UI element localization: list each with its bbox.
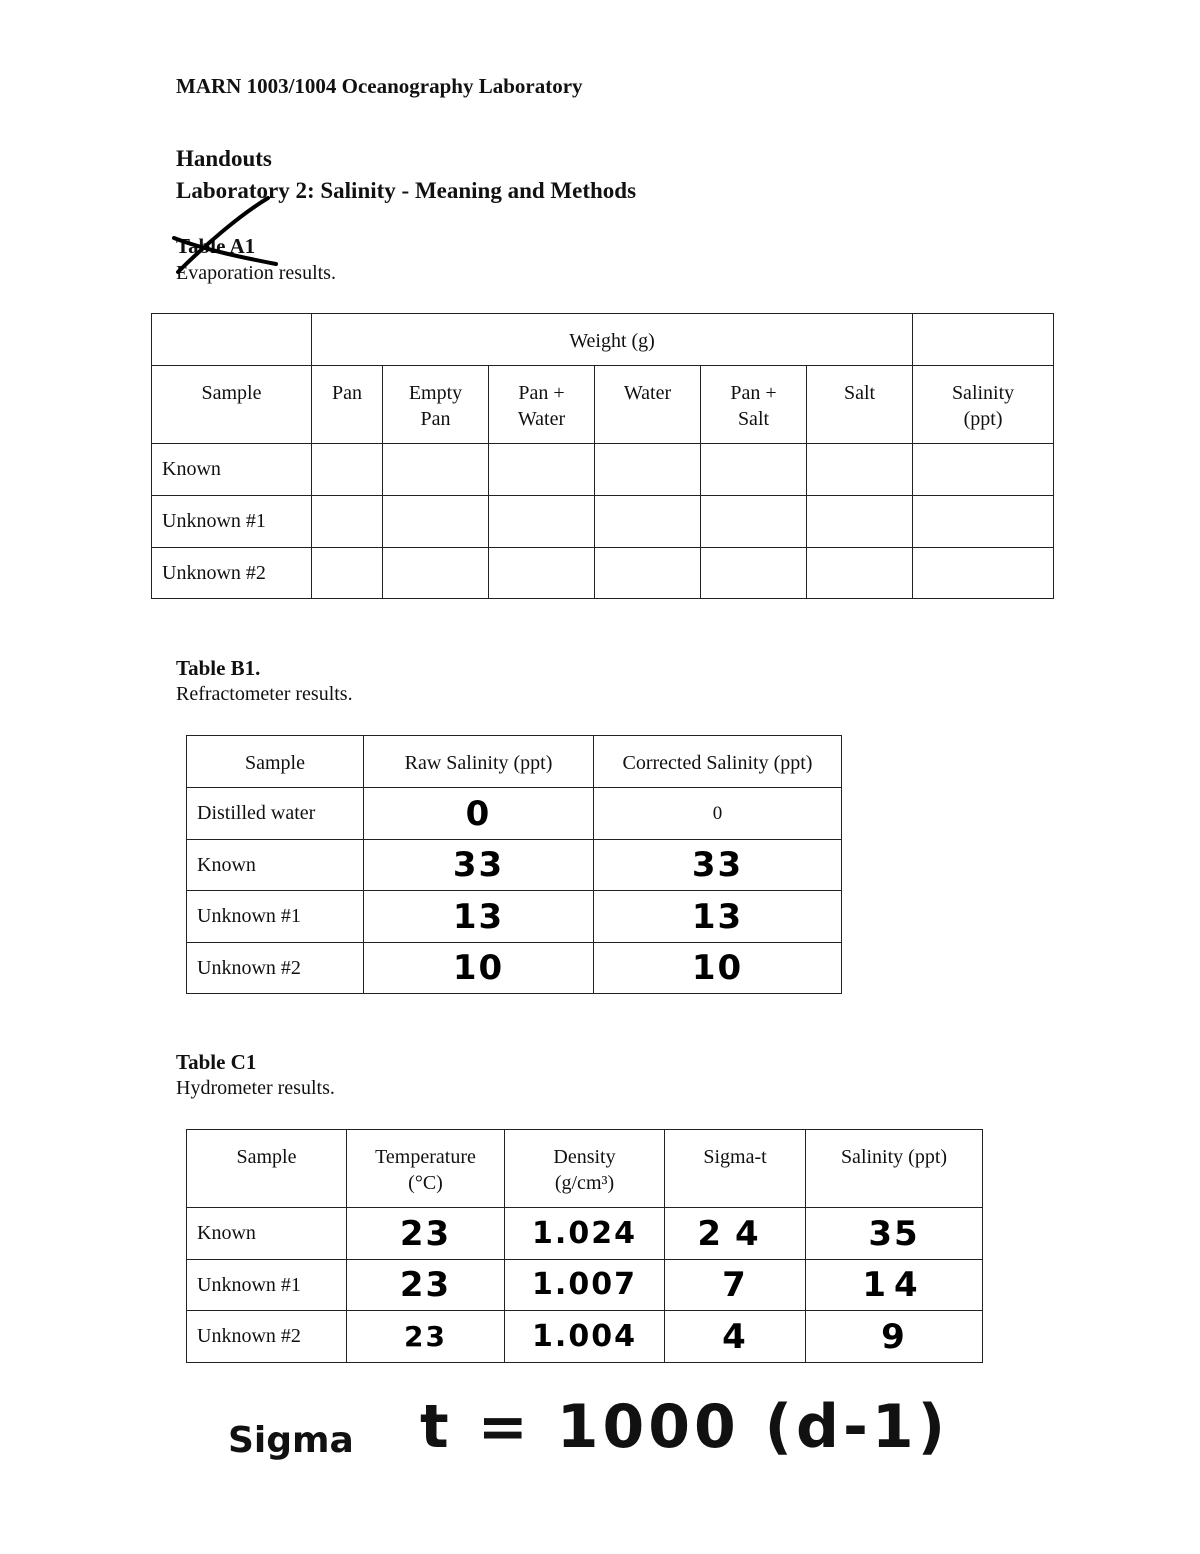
column-header xyxy=(152,366,312,444)
salinity-cell: 35 xyxy=(806,1208,983,1260)
salinity-cell: 9 xyxy=(806,1311,983,1363)
weight-group-header xyxy=(312,314,913,366)
hydrometer-table xyxy=(186,1129,983,1363)
column-header xyxy=(807,366,913,444)
temperature-cell: 23 xyxy=(347,1311,505,1363)
data-cell xyxy=(913,548,1054,599)
corrected-salinity-cell: 13 xyxy=(594,891,842,943)
column-header xyxy=(595,366,701,444)
table-row xyxy=(187,840,842,891)
column-header-text: Salinity (ppt) xyxy=(951,382,1015,430)
data-cell xyxy=(807,548,913,599)
evaporation-table xyxy=(151,313,1054,599)
temperature-cell: 23 xyxy=(347,1260,505,1311)
column-header-text: Temperature (°C) xyxy=(375,1146,476,1194)
raw-salinity-cell: 33 xyxy=(364,840,594,891)
table-row xyxy=(152,444,1054,496)
column-header xyxy=(187,736,364,788)
table-c1-label: Table C1 xyxy=(176,1050,257,1074)
raw-salinity-cell: 0 xyxy=(364,788,594,840)
table-row xyxy=(152,548,1054,599)
raw-salinity-cell: 10 xyxy=(364,943,594,994)
column-header-text: Sample xyxy=(201,382,262,404)
sigma-t-cell: 24 xyxy=(665,1208,806,1260)
data-cell xyxy=(312,444,383,496)
column-header-text: Sample xyxy=(245,752,305,774)
table-row xyxy=(187,788,842,840)
corrected-salinity-cell: 0 xyxy=(594,788,842,840)
table-a1-caption: Evaporation results. xyxy=(176,262,336,284)
column-header-text: Pan xyxy=(332,382,362,404)
column-header xyxy=(913,366,1054,444)
data-cell xyxy=(807,444,913,496)
lab-title: Laboratory 2: Salinity - Meaning and Methods xyxy=(176,178,637,203)
column-header-text: Salinity (ppt) xyxy=(840,1146,948,1168)
sample-cell: Unknown #2 xyxy=(187,1311,347,1363)
sample-cell: Known xyxy=(187,1208,347,1260)
column-header-text: Density (g/cm³) xyxy=(553,1146,616,1194)
sample-cell: Unknown #1 xyxy=(187,891,364,943)
data-cell xyxy=(913,496,1054,548)
column-header-text: Corrected Salinity (ppt) xyxy=(622,752,813,774)
column-header xyxy=(806,1130,983,1208)
section-heading: Handouts xyxy=(176,146,272,171)
column-header-text: Sample xyxy=(236,1146,297,1168)
table-b1-caption: Refractometer results. xyxy=(176,683,353,705)
density-cell: 1.004 xyxy=(505,1311,665,1363)
table-row xyxy=(187,1311,983,1363)
handwritten-formula: t = 1000 (d-1) xyxy=(420,1392,950,1462)
column-header-text: Water xyxy=(623,382,672,404)
data-cell xyxy=(383,496,489,548)
column-header xyxy=(312,366,383,444)
column-header xyxy=(701,366,807,444)
course-title: MARN 1003/1004 Oceanography Laboratory xyxy=(176,74,583,98)
sigma-t-cell: 4 xyxy=(665,1311,806,1363)
data-cell xyxy=(489,444,595,496)
sample-cell: Known xyxy=(152,444,312,496)
handwritten-sigma-label: Sigma xyxy=(228,1420,354,1461)
column-header xyxy=(594,736,842,788)
salinity-cell: 14 xyxy=(806,1260,983,1311)
table-row xyxy=(187,1260,983,1311)
corrected-salinity-cell: 33 xyxy=(594,840,842,891)
header-blank-cell xyxy=(152,314,312,366)
data-cell xyxy=(595,444,701,496)
data-cell xyxy=(595,548,701,599)
table-row xyxy=(152,496,1054,548)
data-cell xyxy=(489,496,595,548)
sample-cell: Unknown #2 xyxy=(152,548,312,599)
column-header xyxy=(665,1130,806,1208)
column-header xyxy=(489,366,595,444)
table-row xyxy=(187,891,842,943)
sample-cell: Distilled water xyxy=(187,788,364,840)
sigma-t-cell: 7 xyxy=(665,1260,806,1311)
column-header xyxy=(364,736,594,788)
data-cell xyxy=(595,496,701,548)
weight-group-header-text: Weight (g) xyxy=(569,330,655,352)
raw-salinity-cell: 13 xyxy=(364,891,594,943)
density-cell: 1.007 xyxy=(505,1260,665,1311)
header-blank-cell xyxy=(913,314,1054,366)
table-b1-label: Table B1. xyxy=(176,656,261,680)
column-header xyxy=(347,1130,505,1208)
column-header-text: Sigma-t xyxy=(703,1146,767,1168)
data-cell xyxy=(913,444,1054,496)
data-cell xyxy=(312,496,383,548)
column-header xyxy=(383,366,489,444)
corrected-salinity-cell: 10 xyxy=(594,943,842,994)
column-header-text: Raw Salinity (ppt) xyxy=(404,752,553,774)
refractometer-table xyxy=(186,735,842,994)
column-header-text: Empty Pan xyxy=(408,382,463,430)
column-header-text: Pan + Water xyxy=(517,382,566,430)
data-cell xyxy=(383,444,489,496)
table-a1-label: Table A1 xyxy=(176,234,256,258)
data-cell xyxy=(489,548,595,599)
data-cell xyxy=(701,444,807,496)
column-header xyxy=(187,1130,347,1208)
column-header-text: Pan + Salt xyxy=(730,382,777,430)
density-cell: 1.024 xyxy=(505,1208,665,1260)
column-header xyxy=(505,1130,665,1208)
data-cell xyxy=(701,496,807,548)
table-row xyxy=(187,943,842,994)
sample-cell: Unknown #2 xyxy=(187,943,364,994)
temperature-cell: 23 xyxy=(347,1208,505,1260)
table-row xyxy=(187,1208,983,1260)
data-cell xyxy=(383,548,489,599)
sample-cell: Unknown #1 xyxy=(187,1260,347,1311)
sample-cell: Known xyxy=(187,840,364,891)
data-cell xyxy=(312,548,383,599)
data-cell xyxy=(807,496,913,548)
column-header-text: Salt xyxy=(843,382,876,404)
sample-cell: Unknown #1 xyxy=(152,496,312,548)
data-cell xyxy=(701,548,807,599)
table-c1-caption: Hydrometer results. xyxy=(176,1077,335,1099)
